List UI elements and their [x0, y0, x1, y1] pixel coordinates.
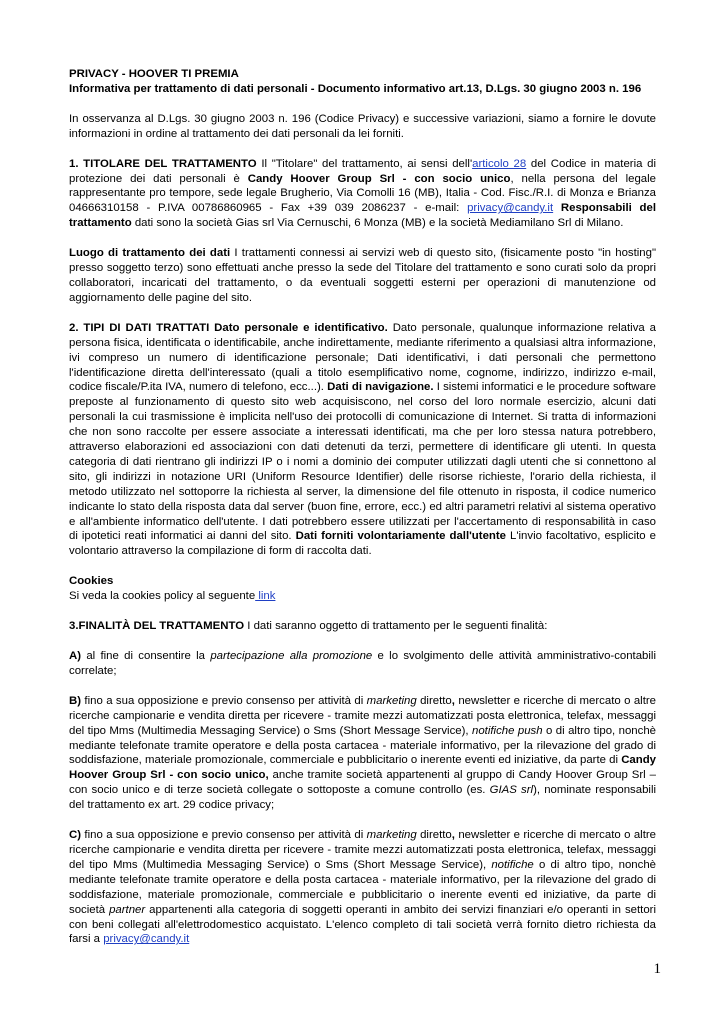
purpose-b-text: newsletter e ricerche di mercato o altre ricerche campionarie e vendita diretta per ricevere - tramite mezzi automatizzati posta elettronica, telefax, messaggi del tipo Mms (Multimedia Messaging Service) o Sms (Short Message Service), [69, 694, 656, 737]
document-subtitle: Informativa per trattamento di dati personali - Documento informativo art.13, D.Lgs. 30 giugno 2003 n. 196 [69, 82, 642, 95]
luogo-paragraph [69, 246, 656, 306]
section-2-text: I sistemi informatici e le procedure software preposte al funzionamento di questo sito web acquisiscono, nel corso del loro normale esercizio, alcuni dati personali la cui trasmissione è implicita nell'uso dei protocolli di comunicazione di Internet. Si tratta di informazioni che non sono raccolte per essere associate a interessati identificati, ma che per loro stessa natura potrebbero, attraverso elaborazioni ed associazioni con dati detenuti da terzi, permettere di identificare gli utenti. In questa categoria di dati rientrano gli indirizzi IP o i nomi a dominio dei computer utilizzati dagli utenti che si connettono al sito, gli indirizzi in notazione URI (Uniform Resource Identifier) delle risorse richieste, l'orario della richiesta, il metodo utilizzato nel sottoporre la richiesta al server, la dimensione del file ottenuto in risposta, il codice numerico indicante lo stato della risposta data dal server (buon fine, errore, ecc.) ed altri parametri relativi al sistema operativo e all'ambiente informatico dell'utente. I dati potrebbero essere utilizzati per l'accertamento di responsabilità in caso di ipotetici reati informatici ai danni del sito. [69, 381, 656, 543]
intro-paragraph: In osservanza al D.Lgs. 30 giugno 2003 n. 196 (Codice Privacy) e successive variazioni, siamo a fornire le dovute informazioni in ordine al trattamento dei dati personali da lei forniti. [69, 112, 656, 140]
section-3-text: I dati saranno oggetto di trattamento per le seguenti finalità: [244, 620, 548, 633]
purpose-c-text: appartenenti alla categoria di soggetti operanti in ambito dei servizi finanziari e/o operanti in settori con beni collegati all'elettrodomestico acquistato. L'elenco completo di tali società verrà fornito dietro richiesta da farsi a [69, 903, 656, 946]
purpose-a-paragraph [69, 649, 656, 679]
section-1-paragraph [69, 157, 656, 232]
purpose-b-company: Candy Hoover Group Srl - con socio unico, [69, 754, 656, 782]
cookies-text: Si veda la cookies policy al seguente [69, 590, 256, 603]
purpose-c-text: fino a sua opposizione e previo consenso per attività di [81, 829, 367, 842]
privacy-email-link[interactable]: privacy@candy.it [103, 933, 190, 946]
purpose-c-text: newsletter e ricerche di mercato o altre ricerche campionarie e vendita diretta per ricevere - tramite mezzi automatizzati posta elettronica, telefax, messaggi del tipo Mms (Multimedia Messaging Service) o Sms (Short Message Service), [69, 829, 656, 871]
cookies-policy-link[interactable]: link [255, 590, 276, 603]
dati-navigazione-heading: Dati di navigazione. [327, 381, 434, 394]
section-1-text: , nella persona del legale rappresentante pro tempore, sede legale Brugherio, Via Comolli 16 (MB), Italia - Cod. Fisc./R.I. di Monza e Brianza 04666310158 - P.IVA 00786860965 - Fax +39 039 2086237 - e-mail: [69, 172, 656, 215]
luogo-text: I trattamenti connessi ai servizi web di questo sito, (fisicamente posto "in hosting" presso soggetto terzo) sono effettuati anche presso la sede del Titolare del trattamento e sono curati solo da propri collaboratori, incaricati del trattamento, o da eventuali soggetti esterni per operazioni di manutenzione od aggiornamento delle pagine del sito. [69, 247, 657, 304]
cookies-heading: Cookies [69, 575, 114, 588]
purpose-a-italic: partecipazione alla promozione [210, 650, 373, 662]
purpose-b-label: B) [69, 694, 82, 707]
dati-volontari-heading: Dati forniti volontariamente dall'utente [295, 530, 506, 543]
luogo-heading: Luogo di trattamento dei dati [69, 247, 231, 260]
purpose-c-partner: partner [109, 903, 146, 916]
privacy-email-link[interactable]: privacy@candy.it [467, 202, 554, 215]
purpose-b-marketing: marketing [366, 694, 417, 707]
purpose-c-text: diretto [416, 829, 452, 842]
purpose-a-text: e lo svolgimento delle attività amministrativo-contabili correlate; [69, 650, 656, 677]
purpose-c-notifiche: notifiche [491, 858, 534, 871]
purpose-c-comma: , [451, 829, 455, 842]
purpose-a-text: al fine di consentire la [81, 650, 211, 662]
section-1-text: dati sono la società Gias srl Via Cernuschi, 6 Monza (MB) e la società Mediamilano Srl di Milano. [131, 217, 624, 230]
section-2-text: L'invio facoltativo, esplicito e volontario attraverso la compilazione di form di raccolta dati. [69, 530, 656, 558]
purpose-a-label: A) [69, 650, 82, 662]
company-name: Candy Hoover Group Srl - con socio unico [247, 172, 511, 185]
purpose-b-text: ), nominate responsabili del trattamento ex art. 29 codice privacy; [69, 784, 657, 812]
purpose-b-text: o di altro tipo, nonchè mediante telefonate tramite operatore e della posta cartacea - materiale informativo, per la rilevazione del grado di soddisfazione, materiale promozionale, commerciale e pubblicitario o inerente eventi ed iniziative, da parte di [69, 724, 656, 767]
purpose-c-label: C) [69, 829, 82, 842]
purpose-c-marketing: marketing [366, 829, 417, 842]
responsabili-heading: Responsabili del trattamento [69, 202, 656, 230]
purpose-b-comma: , [451, 694, 455, 707]
section-3-heading: 3.FINALITÀ DEL TRATTAMENTO [69, 620, 245, 633]
section-2-heading: 2. TIPI DI DATI TRATTATI Dato personale e identificativo. [69, 321, 388, 334]
purpose-b-text: anche tramite società appartenenti al gruppo di Candy Hoover Group Srl – con socio unico e di terze società collegate o sottoposte a comune controllo (es. [69, 769, 656, 797]
cookies-paragraph [69, 589, 656, 604]
purpose-b-paragraph [69, 694, 656, 813]
section-2-paragraph [69, 321, 656, 560]
section-3-paragraph [69, 619, 656, 634]
articolo-28-link[interactable]: articolo 28 [472, 157, 527, 170]
purpose-c-paragraph [69, 828, 656, 947]
purpose-c-text: o di altro tipo, nonchè mediante telefonate tramite operatore e della posta cartacea - materiale informativo, per la rilevazione del grado di soddisfazione, materiale promozionale, commerciale e pubblicitario o inerente eventi ed iniziative, da parte di società [69, 858, 656, 916]
section-2-text: Dato personale, qualunque informazione relativa a persona fisica, identificata o identificabile, anche indirettamente, mediante riferimento a qualsiasi altra informazione, ivi compreso un numero di identificazione personale; Dati identificativi, i dati personali che permettono l'identificazione diretta dell'interessato (quali a titolo esemplificativo nome, cognome, indirizzo, indirizzo e-mail, codice fiscale/P.ita IVA, numero di telefono, ecc...). [69, 321, 656, 394]
purpose-b-text: diretto [416, 694, 452, 707]
document-body [69, 67, 656, 947]
document-title: PRIVACY - HOOVER TI PREMIA [69, 68, 239, 80]
section-1-text: del Codice in materia di protezione dei dati personali è [69, 157, 656, 185]
page-number: 1 [653, 961, 661, 977]
section-1-text: Il "Titolare" del trattamento, ai sensi dell' [256, 157, 473, 170]
purpose-b-notifiche: notifiche push [472, 724, 543, 737]
purpose-b-gias: GIAS srl [489, 784, 534, 797]
section-1-heading: 1. TITOLARE DEL TRATTAMENTO [69, 157, 257, 170]
purpose-b-text: fino a sua opposizione e previo consenso per attività di [81, 694, 367, 707]
